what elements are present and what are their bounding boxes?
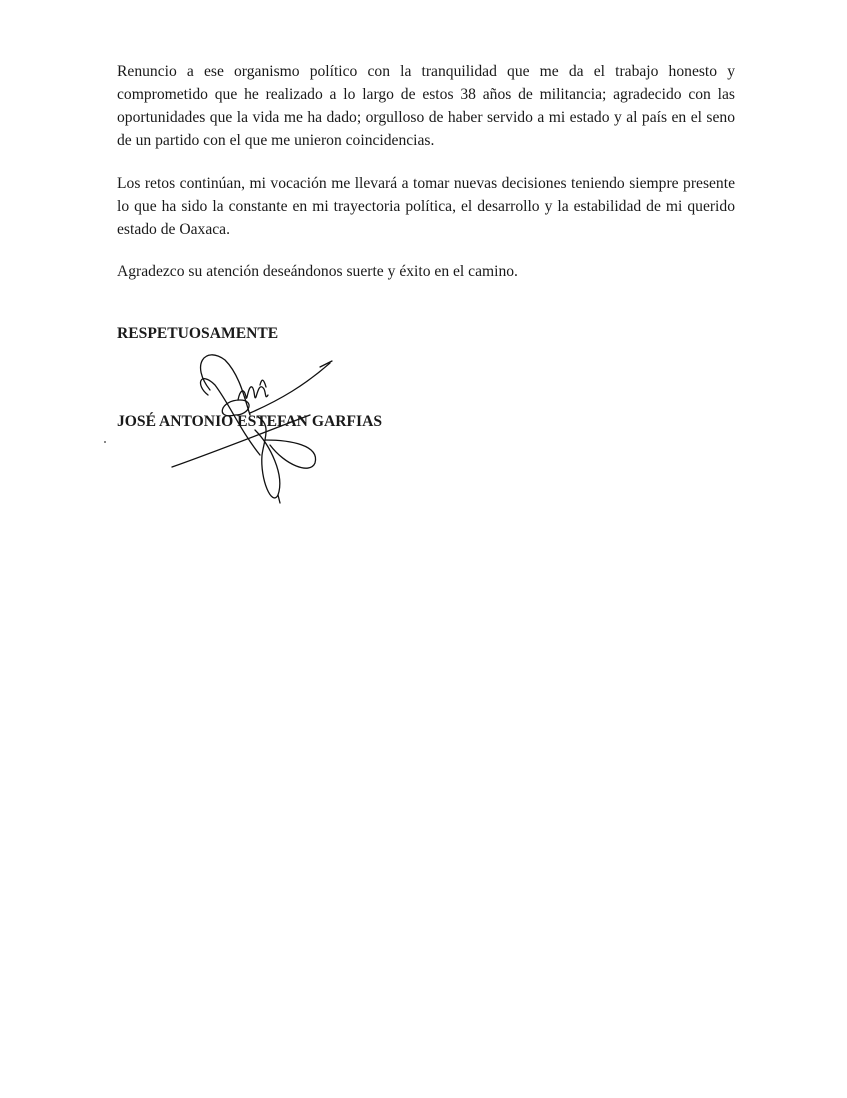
paragraph-resignation: Renuncio a ese organismo político con la tranquilidad que me da el trabajo honesto y comprometido que he realizado a lo largo de estos 38 años de militancia; agradecido con las oportunidades que la vida me ha dado; orgulloso de haber servido a mi estado y al país en el seno de un partido con el que me unieron coincidencias. <box>117 63 735 149</box>
closing-salutation: RESPETUOSAMENTE <box>117 325 279 342</box>
handwritten-signature-icon <box>160 345 350 510</box>
paragraph-challenges: Los retos continúan, mi vocación me llevará a tomar nuevas decisiones teniendo siempre presente lo que ha sido la constante en mi trayectoria política, el desarrollo y la estabilidad de mi querido estado de Oaxaca. <box>117 175 735 238</box>
paragraph-thanks: Agradezco su atención deseándonos suerte y éxito en el camino. <box>117 263 518 280</box>
signer-name: JOSÉ ANTONIO ESTEFAN GARFIAS <box>117 413 383 430</box>
scan-speck <box>104 441 106 443</box>
